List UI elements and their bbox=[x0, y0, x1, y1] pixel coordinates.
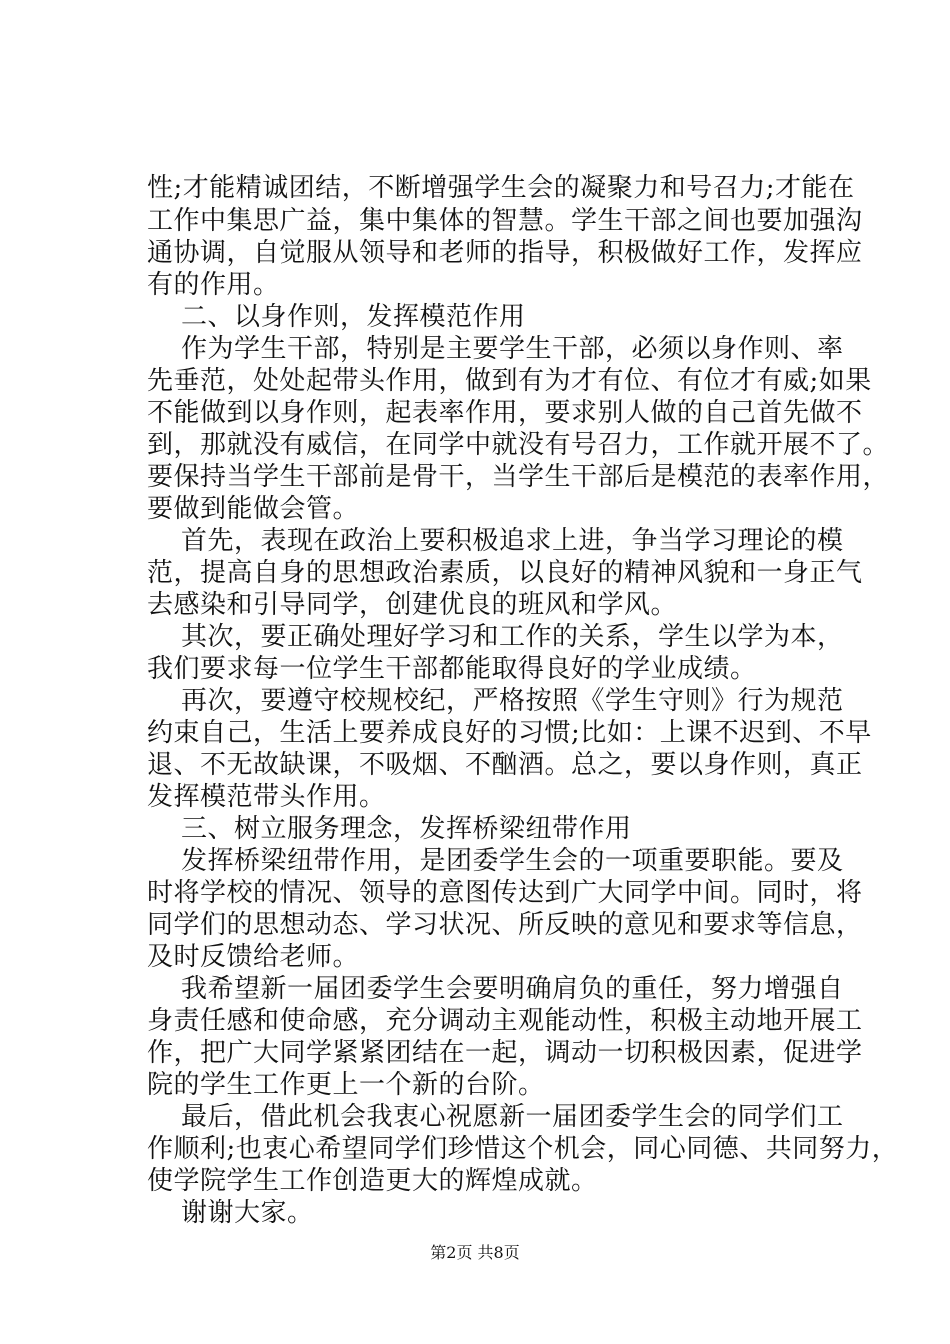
text-line: 退、不无故缺课，不吸烟、不酗酒。总之，要以身作则，真正 bbox=[147, 750, 863, 780]
section-heading: 三、树立服务理念，发挥桥梁纽带作用 bbox=[181, 814, 632, 844]
text-line: 我希望新一届团委学生会要明确肩负的重任，努力增强自 bbox=[181, 974, 844, 1004]
section-heading: 二、以身作则，发挥模范作用 bbox=[181, 302, 526, 332]
text-line: 要做到能做会管。 bbox=[147, 494, 360, 524]
text-line: 再次，要遵守校规校纪，严格按照《学生守则》行为规范 bbox=[181, 686, 844, 716]
text-line: 性;才能精诚团结，不断增强学生会的凝聚力和号召力;才能在 bbox=[147, 173, 855, 203]
text-line: 通协调，自觉服从领导和老师的指导，积极做好工作，发挥应 bbox=[147, 238, 863, 268]
text-line: 工作中集思广益，集中集体的智慧。学生干部之间也要加强沟 bbox=[147, 206, 863, 236]
text-line: 最后，借此机会我衷心祝愿新一届团委学生会的同学们工 bbox=[181, 1102, 844, 1132]
text-line: 约束自己，生活上要养成良好的习惯;比如：上课不迟到、不早 bbox=[147, 718, 872, 748]
text-line: 作，把广大同学紧紧团结在一起，调动一切积极因素，促进学 bbox=[147, 1038, 863, 1068]
text-line: 院的学生工作更上一个新的台阶。 bbox=[147, 1070, 545, 1100]
page-number-footer: 第2页 共8页 bbox=[430, 1243, 520, 1262]
text-line: 首先，表现在政治上要积极追求上进，争当学习理论的模 bbox=[181, 526, 844, 556]
text-line: 我们要求每一位学生干部都能取得良好的学业成绩。 bbox=[147, 654, 757, 684]
text-line: 作顺利;也衷心希望同学们珍惜这个机会，同心同德、共同努力， bbox=[147, 1134, 899, 1164]
text-line: 先垂范，处处起带头作用，做到有为才有位、有位才有威;如果 bbox=[147, 366, 872, 396]
text-line: 使学院学生工作创造更大的辉煌成就。 bbox=[147, 1166, 598, 1196]
text-line: 作为学生干部，特别是主要学生干部，必须以身作则、率 bbox=[181, 334, 844, 364]
text-line: 到，那就没有威信，在同学中就没有号召力，工作就开展不了。 bbox=[147, 430, 890, 460]
text-line: 身责任感和使命感，充分调动主观能动性，积极主动地开展工 bbox=[147, 1006, 863, 1036]
text-line: 时将学校的情况、领导的意图传达到广大同学中间。同时，将 bbox=[147, 878, 863, 908]
text-line: 同学们的思想动态、学习状况、所反映的意见和要求等信息， bbox=[147, 910, 863, 940]
text-line: 要保持当学生干部前是骨干，当学生干部后是模范的表率作用， bbox=[147, 462, 890, 492]
closing-line: 谢谢大家。 bbox=[181, 1198, 314, 1228]
text-line: 发挥模范带头作用。 bbox=[147, 782, 386, 812]
text-line: 有的作用。 bbox=[147, 270, 280, 300]
text-line: 去感染和引导同学，创建优良的班风和学风。 bbox=[147, 590, 678, 620]
text-line: 范，提高自身的思想政治素质，以良好的精神风貌和一身正气 bbox=[147, 558, 863, 588]
text-line: 其次，要正确处理好学习和工作的关系，学生以学为本， bbox=[181, 622, 844, 652]
text-line: 发挥桥梁纽带作用，是团委学生会的一项重要职能。要及 bbox=[181, 846, 844, 876]
text-line: 及时反馈给老师。 bbox=[147, 942, 360, 972]
text-line: 不能做到以身作则，起表率作用，要求别人做的自己首先做不 bbox=[147, 398, 863, 428]
